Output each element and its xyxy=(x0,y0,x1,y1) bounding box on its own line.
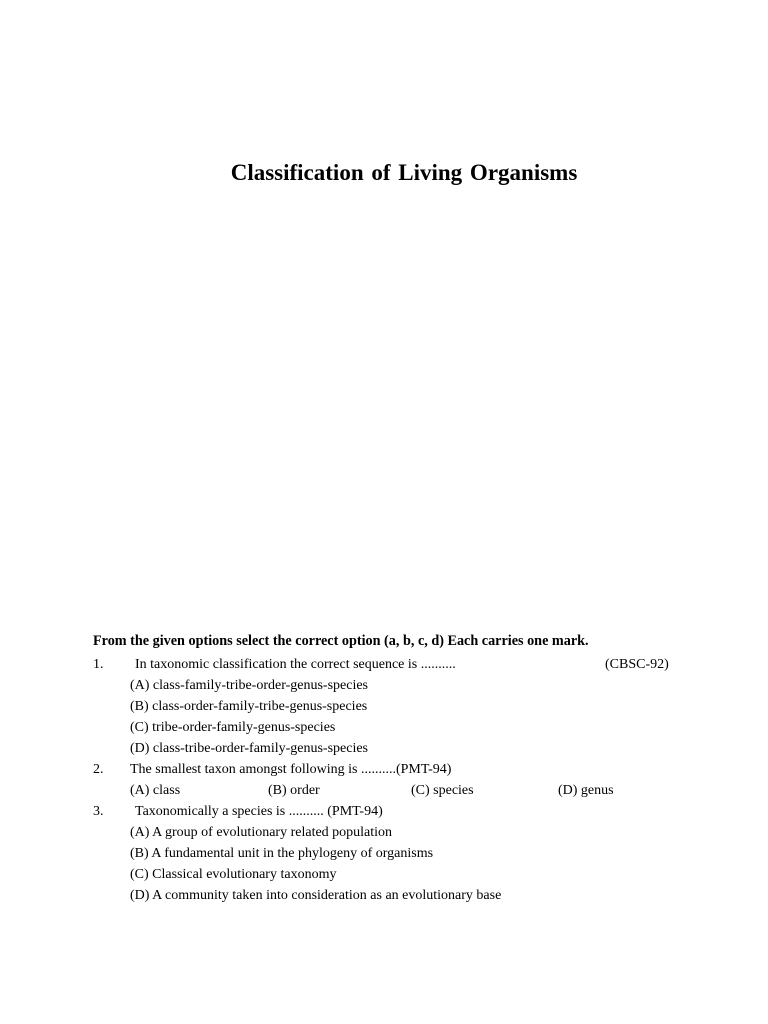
question-2-number: 2. xyxy=(93,762,104,777)
question-3-number: 3. xyxy=(93,804,104,819)
question-2-option-b: (B) order xyxy=(268,783,320,798)
question-2-option-d: (D) genus xyxy=(558,783,614,798)
question-2-option-c: (C) species xyxy=(411,783,474,798)
question-1-text: In taxonomic classification the correct sequence is .......... xyxy=(135,657,456,672)
question-3-text: Taxonomically a species is .......... (PMT-94) xyxy=(135,804,383,819)
question-1-number: 1. xyxy=(93,657,104,672)
question-1-option-c: (C) tribe-order-family-genus-species xyxy=(130,720,336,735)
question-3-option-c: (C) Classical evolutionary taxonomy xyxy=(130,867,337,882)
question-2-option-a: (A) class xyxy=(130,783,181,798)
question-1-option-a: (A) class-family-tribe-order-genus-species xyxy=(130,678,369,693)
page-title: Classification of Living Organisms xyxy=(230,160,578,185)
question-1-option-d: (D) class-tribe-order-family-genus-species xyxy=(130,741,369,756)
question-3-option-a: (A) A group of evolutionary related population xyxy=(130,825,393,840)
question-1-source: (CBSC-92) xyxy=(605,657,669,672)
question-3-option-d: (D) A community taken into consideration as an evolutionary base xyxy=(130,888,502,903)
question-1-option-b: (B) class-order-family-tribe-genus-species xyxy=(130,699,368,714)
instructions: From the given options select the correct option (a, b, c, d) Each carries one mark. xyxy=(93,633,589,649)
question-3-option-b: (B) A fundamental unit in the phylogeny of organisms xyxy=(130,846,434,861)
question-2-text: The smallest taxon amongst following is ..........(PMT-94) xyxy=(130,762,452,777)
